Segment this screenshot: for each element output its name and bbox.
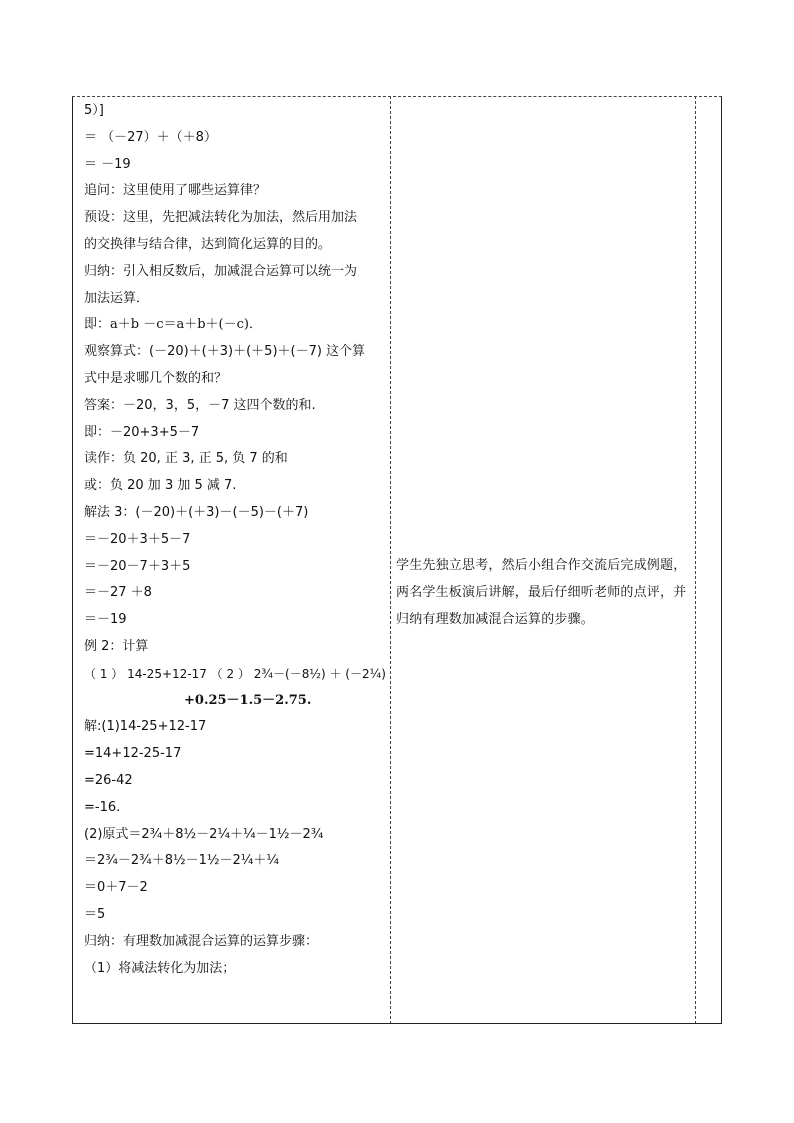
formula-line: ＝2¾－2¾＋8½－1½－2¼＋¼ (84, 853, 279, 869)
text-line: =14+12-25-17 (84, 746, 182, 762)
text-line: ＝ －19 (84, 156, 131, 172)
text-line: （1）将减法转化为加法； (84, 960, 236, 976)
student-activity-text: 学生先独立思考，然后小组合作交流后完成例题，两名学生板演后讲解，最后仔细听老师的点评，并归纳有理数加减混合运算的步骤。 (396, 558, 687, 627)
text-line: 答案：－20，3，5，－7 这四个数的和. (84, 397, 316, 413)
formula-line: +0.25－1.5－2.75. (184, 692, 312, 708)
column-divider-1 (390, 96, 391, 1024)
text-line: 即：－20+3+5－7 (84, 424, 200, 440)
table-border-top (72, 96, 722, 97)
text-line: =-16. (84, 799, 121, 815)
text-line: 追问：这里使用了哪些运算律？ (84, 183, 267, 199)
text-line: ＝0＋7－2 (84, 880, 148, 896)
summary-heading: 归纳：有理数加减混合运算的运算步骤： (84, 933, 319, 949)
text-line: ＝－19 (84, 612, 127, 628)
text-line: =26-42 (84, 772, 133, 788)
text-line: ＝5 (84, 906, 106, 922)
text-line: 或：负 20 加 3 加 5 减 7. (84, 478, 237, 494)
table-border-left (72, 96, 73, 1024)
column-divider-2 (695, 96, 696, 1024)
text-line: 式中是求哪几个数的和？ (84, 370, 228, 386)
formula-line: 即：a＋b －c＝a＋b＋(－c)． (84, 317, 262, 333)
text-line: ＝－20－7＋3＋5 (84, 558, 191, 574)
text-line: ＝ （－27）＋（＋8） (84, 129, 217, 145)
text-line: ＝－27 ＋8 (84, 585, 152, 601)
text-line: 观察算式：(－20)＋(＋3)＋(＋5)＋(－7) 这个算 (84, 344, 366, 360)
text-line: 归纳：引入相反数后，加减混合运算可以统一为 (84, 263, 358, 279)
text-line: 加法运算． (84, 290, 150, 306)
text-line: 读作：负 20, 正 3, 正 5, 负 7 的和 (84, 451, 288, 467)
example-heading: 例 2：计算 (84, 638, 149, 654)
text-line: 解:(1)14-25+12-17 (84, 719, 207, 735)
text-line: 预设：这里，先把减法转化为加法，然后用加法 (84, 210, 358, 226)
table-border-right (721, 96, 722, 1024)
example-problems: （ 1 ） 14-25+12-17 （ 2 ） 2¾－(－8½) ＋ (－2¼) (84, 666, 386, 681)
text-line: 5）] (84, 103, 104, 118)
text-line: 的交换律与结合律，达到简化运算的目的。 (84, 236, 332, 252)
text-line: ＝－20＋3＋5－7 (84, 531, 191, 547)
formula-line: (2)原式＝2¾＋8½－2¼＋¼－1½－2¾ (84, 826, 324, 842)
text-line: 解法 3：(－20)＋(＋3)－(－5)－(＋7) (84, 504, 309, 520)
teaching-process-column (84, 98, 384, 982)
table-border-bottom (72, 1023, 722, 1024)
